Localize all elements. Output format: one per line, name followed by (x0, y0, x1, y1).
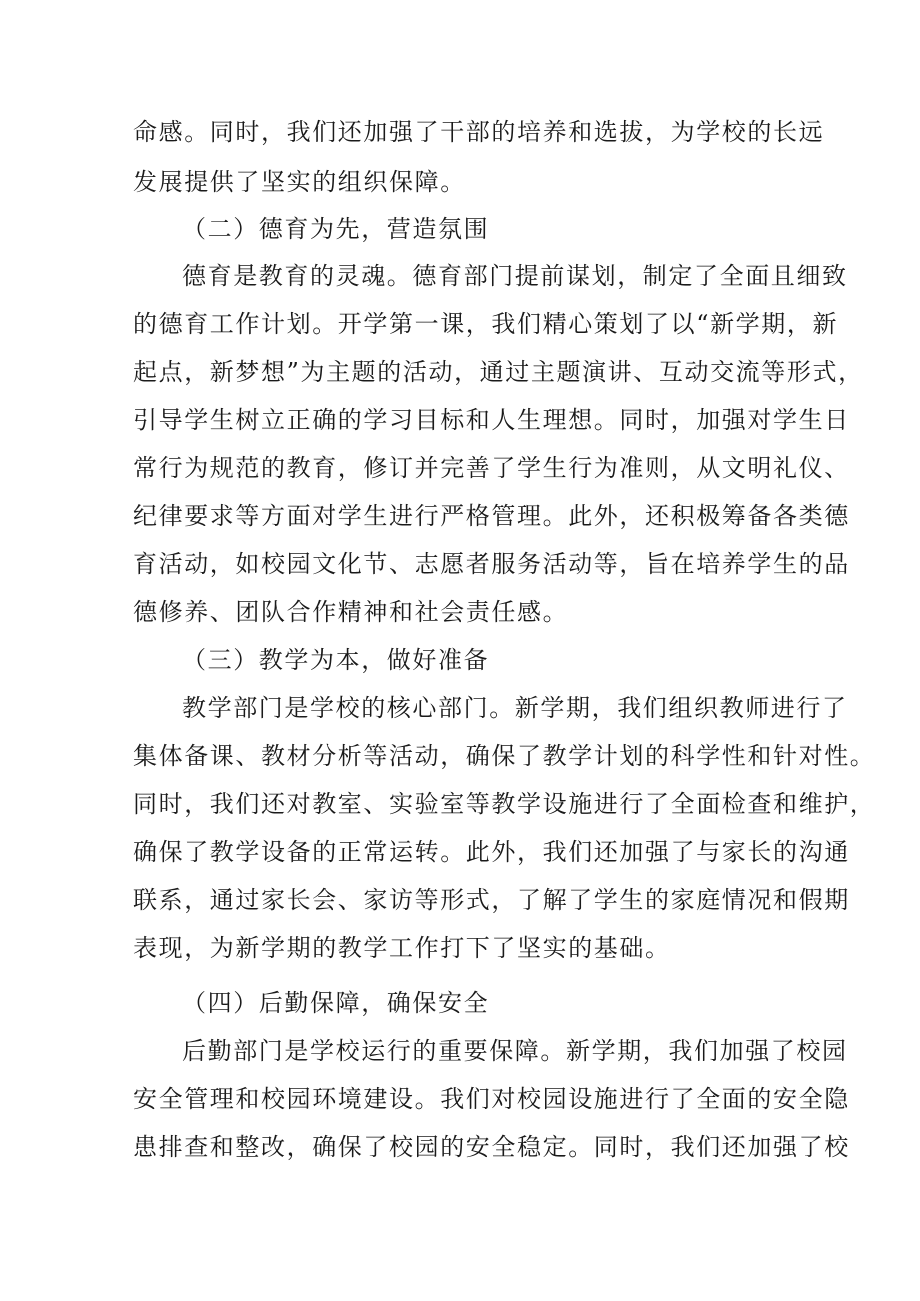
paragraph-line: 确保了教学设备的正常运转。此外，我们还加强了与家长的沟通 (133, 838, 850, 866)
paragraph-line: 常行为规范的教育，修订并完善了学生行为准则，从文明礼仪、 (133, 454, 850, 482)
paragraph-line: 纪律要求等方面对学生进行严格管理。此外，还积极筹备各类德 (133, 502, 850, 530)
paragraph-line: 联系，通过家长会、家访等形式，了解了学生的家庭情况和假期 (133, 886, 850, 914)
paragraph-line: 命感。同时，我们还加强了干部的培养和选拔，为学校的长远 (133, 118, 825, 146)
paragraph-line: 集体备课、教材分析等活动，确保了教学计划的科学性和针对性。 (133, 742, 876, 770)
section-heading-moral-education: （二）德育为先，营造氛围 (182, 215, 490, 243)
paragraph-line: 发展提供了坚实的组织保障。 (133, 168, 466, 196)
paragraph-line: 起点，新梦想”为主题的活动，通过主题演讲、互动交流等形式， (133, 358, 864, 386)
section-heading-logistics: （四）后勤保障，确保安全 (182, 989, 490, 1017)
paragraph-line: 后勤部门是学校运行的重要保障。新学期，我们加强了校园 (182, 1037, 848, 1065)
paragraph-line: 育活动，如校园文化节、志愿者服务活动等，旨在培养学生的品 (133, 550, 850, 578)
paragraph-line: 患排查和整改，确保了校园的安全稳定。同时，我们还加强了校 (133, 1133, 850, 1161)
paragraph-line: 表现，为新学期的教学工作打下了坚实的基础。 (133, 934, 671, 962)
section-heading-teaching: （三）教学为本，做好准备 (182, 646, 490, 674)
paragraph-line: 引导学生树立正确的学习目标和人生理想。同时，加强对学生日 (133, 406, 850, 434)
paragraph-line: 德育是教育的灵魂。德育部门提前谋划，制定了全面且细致 (182, 262, 848, 290)
paragraph-line: 安全管理和校园环境建设。我们对校园设施进行了全面的安全隐 (133, 1085, 850, 1113)
paragraph-line: 教学部门是学校的核心部门。新学期，我们组织教师进行了 (182, 694, 848, 722)
paragraph-line: 同时，我们还对教室、实验室等教学设施进行了全面检查和维护， (133, 790, 876, 818)
paragraph-line: 的德育工作计划。开学第一课，我们精心策划了以“新学期，新 (133, 310, 839, 338)
paragraph-line: 德修养、团队合作精神和社会责任感。 (133, 598, 569, 626)
